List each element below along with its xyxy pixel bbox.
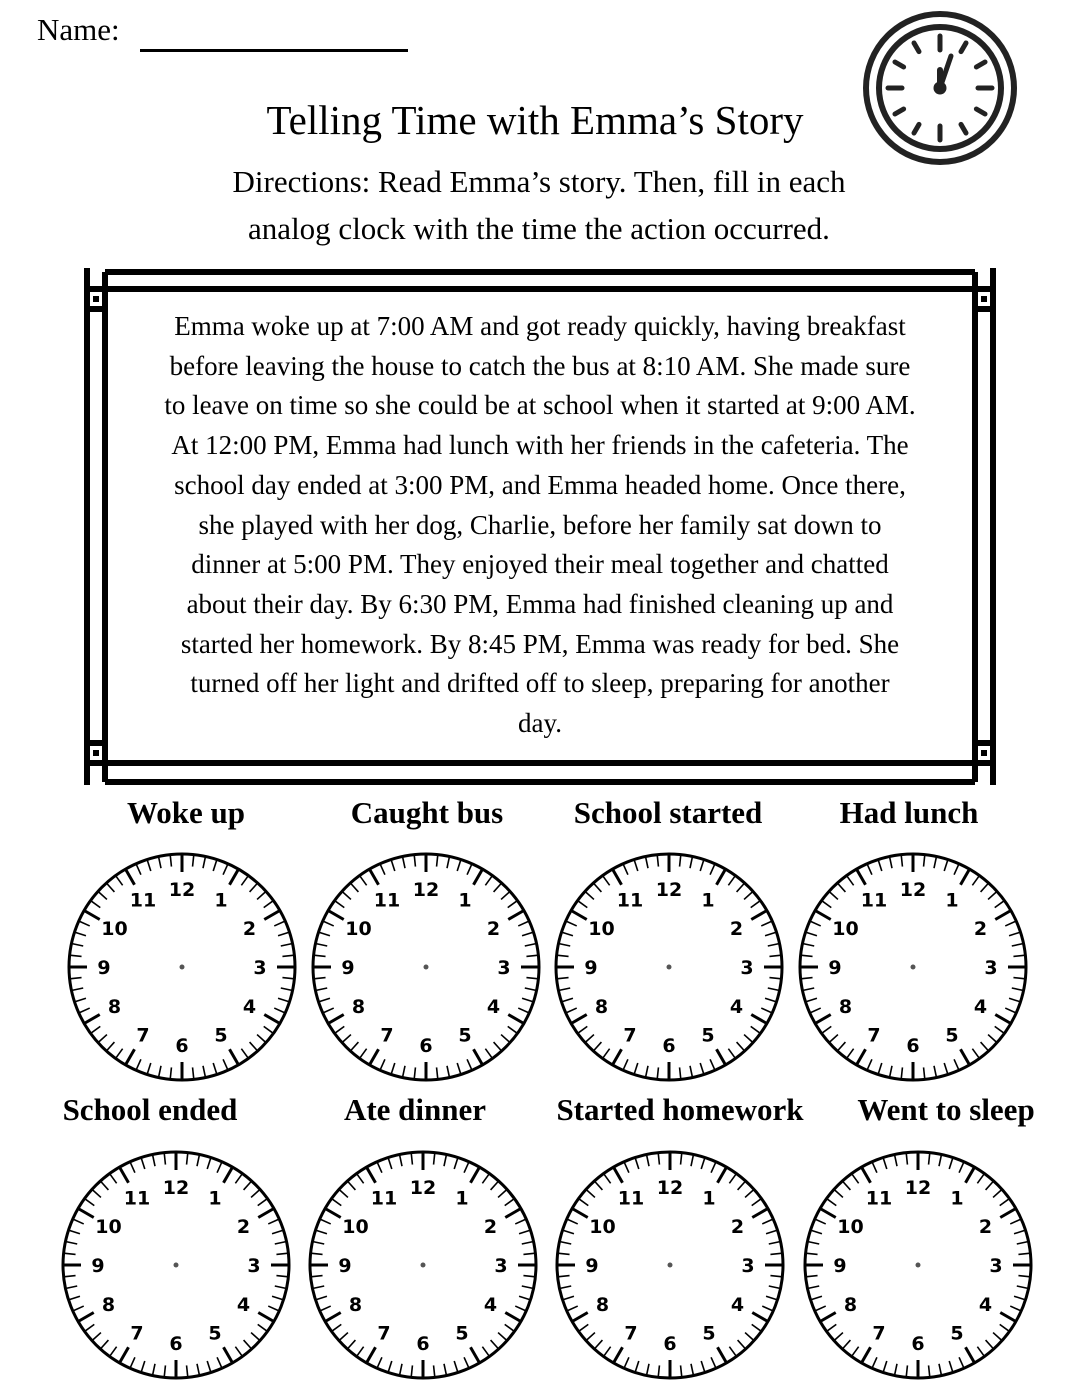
clock-number: 11 [123,1187,151,1210]
clock-number: 10 [342,1216,369,1238]
clock-number: 4 [486,996,501,1018]
clock-number: 12 [162,1177,190,1199]
story-passage [105,307,975,744]
clock-number: 10 [588,918,615,940]
clock-number: 12 [899,879,927,901]
clock-center-dot [911,965,916,970]
clock-number: 1 [702,1187,716,1210]
story-line: started her homework. By 8:45 PM, Emma was ready for bed. She [180,628,900,659]
clock-number: 2 [978,1216,993,1238]
story-line: day. [518,708,562,739]
clock-number: 11 [860,889,888,912]
clock-number: 9 [828,957,842,979]
clock-number: 6 [662,1035,676,1057]
clock-number: 10 [345,918,372,940]
clock-number: 7 [130,1322,144,1345]
clock-number: 10 [837,1216,864,1238]
clock-number: 9 [91,1255,105,1277]
clock-center-dot [174,1263,179,1268]
clock-number: 3 [741,1255,755,1277]
clock-number: 7 [872,1322,886,1345]
clock-number: 1 [945,889,959,912]
clock-center-dot [424,965,429,970]
clock-label: Started homework [556,1092,804,1127]
clock-number: 5 [701,1024,715,1047]
clock-number: 11 [617,1187,645,1210]
clock-number: 12 [904,1177,932,1199]
icon-tick [976,62,985,67]
clock-number: 6 [175,1035,189,1057]
clock-number: 2 [236,1216,251,1238]
clock-number: 5 [214,1024,228,1047]
clock-label: Ate dinner [343,1092,487,1127]
icon-tick [961,43,966,52]
clock-number: 3 [740,957,754,979]
clock-center-dot [180,965,185,970]
clock-number: 12 [655,879,683,901]
clock-number: 6 [169,1333,183,1355]
clock-number: 5 [455,1322,469,1345]
analog-clock[interactable] [63,1152,289,1378]
clock-number: 2 [730,1216,745,1238]
clock-number: 8 [595,1294,610,1316]
clock-number: 5 [208,1322,222,1345]
clock-number: 6 [663,1333,677,1355]
story-line: At 12:00 PM, Emma had lunch with her friends in the cafeteria. The [171,430,909,461]
story-line: turned off her light and drifted off to sleep, preparing for another [190,668,890,699]
clock-number: 8 [107,996,122,1018]
clock-number: 3 [247,1255,261,1277]
clock-label: Caught bus [350,795,504,830]
clock-number: 10 [95,1216,122,1238]
directions-line-2: analog clock with the time the action occurred. [248,211,830,246]
clock-number: 5 [945,1024,959,1047]
clock-label: School started [573,795,763,830]
clock-number: 1 [458,889,472,912]
clock-label: School ended [62,1092,238,1127]
story-line: about their day. By 6:30 PM, Emma had finished cleaning up and [186,588,894,619]
clock-number: 3 [497,957,511,979]
clock-label: Had lunch [839,795,979,830]
icon-tick [976,109,985,114]
analog-clock[interactable] [310,1152,536,1378]
clock-number: 1 [950,1187,964,1210]
clock-number: 4 [978,1294,993,1316]
clock-number: 4 [483,1294,498,1316]
clock-number: 6 [911,1333,925,1355]
icon-tick [914,43,919,52]
clock-number: 3 [984,957,998,979]
clock-number: 8 [594,996,609,1018]
clock-number: 7 [136,1024,150,1047]
story-line: school day ended at 3:00 PM, and Emma headed home. Once there, [174,469,906,500]
analog-clock[interactable] [556,854,782,1080]
clock-number: 8 [348,1294,363,1316]
clock-number: 11 [129,889,157,912]
clock-number: 8 [351,996,366,1018]
clock-label: Woke up [126,795,246,830]
clock-number: 2 [729,918,744,940]
analog-clock[interactable] [313,854,539,1080]
clock-number: 1 [208,1187,222,1210]
clock-number: 2 [973,918,988,940]
clock-number: 8 [838,996,853,1018]
clock-number: 5 [950,1322,964,1345]
clock-number: 11 [373,889,401,912]
clock-number: 4 [729,996,744,1018]
clock-number: 9 [585,1255,599,1277]
icon-tick [895,109,904,114]
clock-number: 5 [458,1024,472,1047]
icon-tick [961,124,966,133]
analog-clock[interactable] [69,854,295,1080]
clock-number: 9 [341,957,355,979]
clock-center-dot [916,1263,921,1268]
clock-number: 7 [623,1024,637,1047]
clock-number: 4 [973,996,988,1018]
clock-number: 9 [833,1255,847,1277]
story-line: to leave on time so she could be at school when it started at 9:00 AM. [164,390,916,421]
clock-number: 11 [616,889,644,912]
story-line: before leaving the house to catch the bus at 8:10 AM. She made sure [169,350,911,381]
icon-tick [914,124,919,133]
analog-clock[interactable] [805,1152,1031,1378]
clock-number: 1 [214,889,228,912]
clock-number: 8 [101,1294,116,1316]
clock-number: 6 [906,1035,920,1057]
clock-number: 4 [730,1294,745,1316]
clock-center-dot [667,965,672,970]
clock-number: 12 [168,879,196,901]
clock-number: 10 [101,918,128,940]
clock-number: 9 [97,957,111,979]
clock-number: 2 [483,1216,498,1238]
directions-line-1: Directions: Read Emma’s story. Then, fill in each [232,164,846,199]
clock-icon [866,14,1014,162]
clock-number: 10 [832,918,859,940]
clock-number: 7 [624,1322,638,1345]
clock-number: 3 [989,1255,1003,1277]
clock-number: 9 [338,1255,352,1277]
clock-number: 7 [867,1024,881,1047]
story-line: Emma woke up at 7:00 AM and got ready quickly, having breakfast [174,311,906,341]
clock-number: 10 [589,1216,616,1238]
worksheet-title: Telling Time with Emma’s Story [266,97,804,143]
clock-number: 11 [865,1187,893,1210]
analog-clock[interactable] [557,1152,783,1378]
clock-label: Went to sleep [857,1092,1035,1127]
clock-number: 1 [455,1187,469,1210]
clock-center-dot [668,1263,673,1268]
clock-number: 6 [416,1333,430,1355]
clock-number: 12 [409,1177,437,1199]
clock-number: 7 [377,1322,391,1345]
story-line: dinner at 5:00 PM. They enjoyed their meal together and chatted [191,549,889,580]
clock-number: 8 [843,1294,858,1316]
clock-number: 6 [419,1035,433,1057]
clock-number: 2 [242,918,257,940]
clock-number: 3 [494,1255,508,1277]
clock-number: 11 [370,1187,398,1210]
clock-number: 3 [253,957,267,979]
clock-number: 12 [412,879,440,901]
clock-number: 4 [236,1294,251,1316]
analog-clock[interactable] [800,854,1026,1080]
clock-number: 12 [656,1177,684,1199]
clock-number: 9 [584,957,598,979]
story-line: she played with her dog, Charlie, before her family sat down to [198,509,882,540]
clock-number: 5 [702,1322,716,1345]
clock-number: 1 [701,889,715,912]
clock-number: 2 [486,918,501,940]
icon-tick [895,62,904,67]
clock-center-dot [421,1263,426,1268]
clock-number: 4 [242,996,257,1018]
clock-number: 7 [380,1024,394,1047]
name-label: Name: [37,12,120,47]
